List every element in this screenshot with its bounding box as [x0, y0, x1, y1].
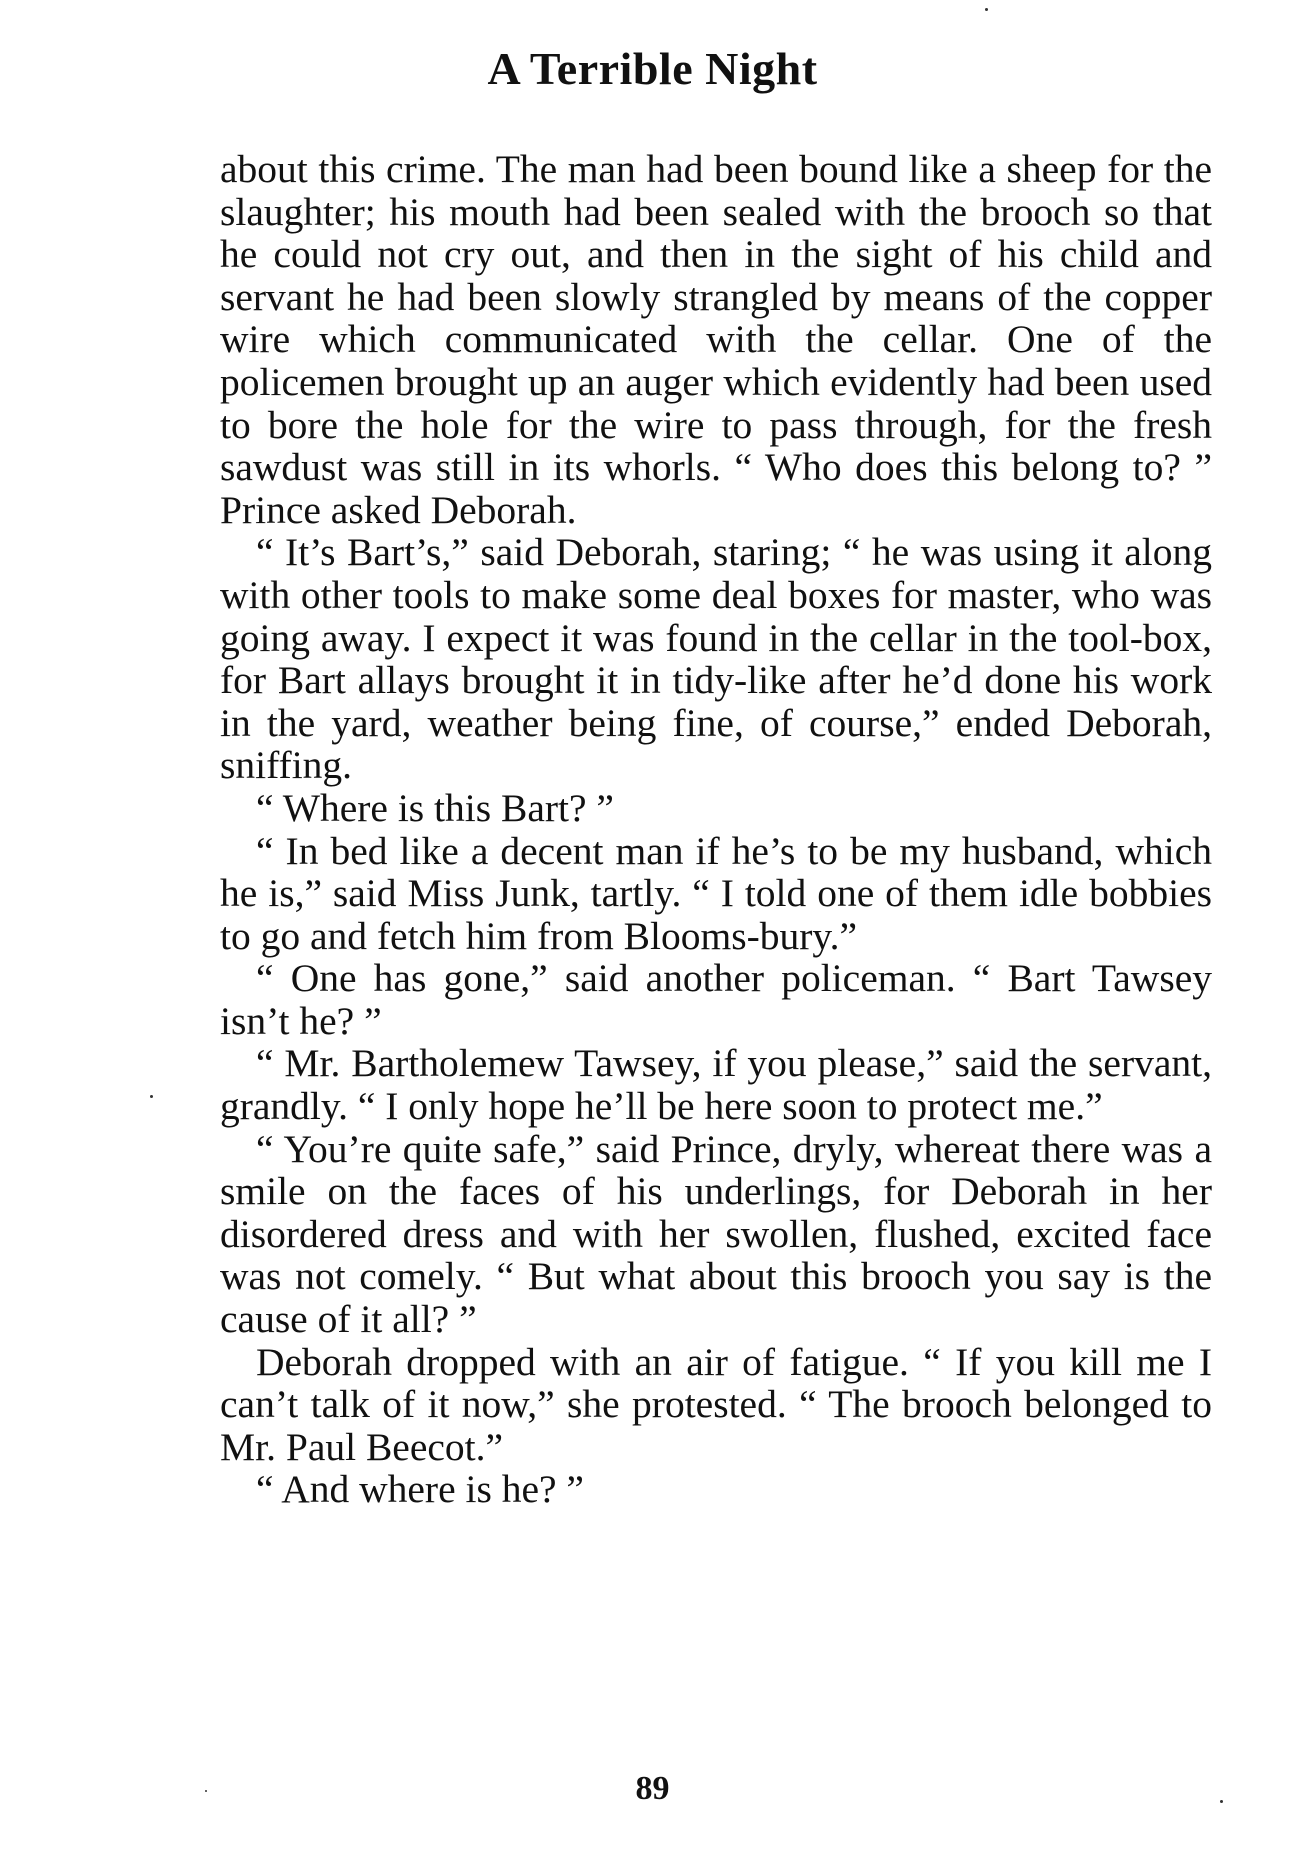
page-number: 89: [635, 1770, 670, 1807]
paragraph: “ You’re quite safe,” said Prince, dryly, whereat there was a smile on the faces of his underlings, for Deborah in her disordered dress and with her swollen, flushed, excited face was not comely. “ But what about this brooch you say is the cause of it all? ”: [220, 1126, 1212, 1342]
scan-speck: [205, 1790, 207, 1792]
scan-speck: [985, 8, 988, 11]
scan-speck: [1220, 1800, 1223, 1803]
paragraph: Deborah dropped with an air of fatigue. “ If you kill me I can’t talk of it now,” she protested. “ The brooch belonged to Mr. Paul Beecot.”: [220, 1339, 1212, 1469]
running-title: A Terrible Night: [487, 43, 818, 94]
paragraph: about this crime. The man had been bound like a sheep for the slaughter; his mouth had been sealed with the brooch so that he could not cry out, and then in the sight of his child and servant he had been slowly strangled by means of the copper wire which communicated with the cellar. One of the policemen brought up an auger which evidently had been used to bore the hole for the wire to pass through, for the fresh sawdust was still in its whorls. “ Who does this belong to? ” Prince asked Deborah.: [220, 147, 1212, 532]
paragraph: “ Mr. Bartholemew Tawsey, if you please,” said the servant, grandly. “ I only hope he’ll be here soon to protect me.”: [220, 1041, 1212, 1129]
paragraph: “ And where is he? ”: [256, 1467, 584, 1512]
paragraph: “ One has gone,” said another policeman. “ Bart Tawsey isn’t he? ”: [220, 956, 1212, 1043]
body-text: [220, 148, 1212, 1511]
paragraph: “ In bed like a decent man if he’s to be my husband, which he is,” said Miss Junk, tartly. “ I told one of them idle bobbies to go and fetch him from Blooms-bury.”: [220, 828, 1212, 958]
scan-speck: [150, 1095, 153, 1098]
paragraph: “ Where is this Bart? ”: [256, 785, 614, 830]
paragraph: “ It’s Bart’s,” said Deborah, staring; “ he was using it along with other tools to make some deal boxes for master, who was going away. I expect it was found in the cellar in the tool-box, for Bart allays brought it in tidy-like after he’d done his work in the yard, weather being fine, of course,” ended Deborah, sniffing.: [220, 530, 1212, 788]
